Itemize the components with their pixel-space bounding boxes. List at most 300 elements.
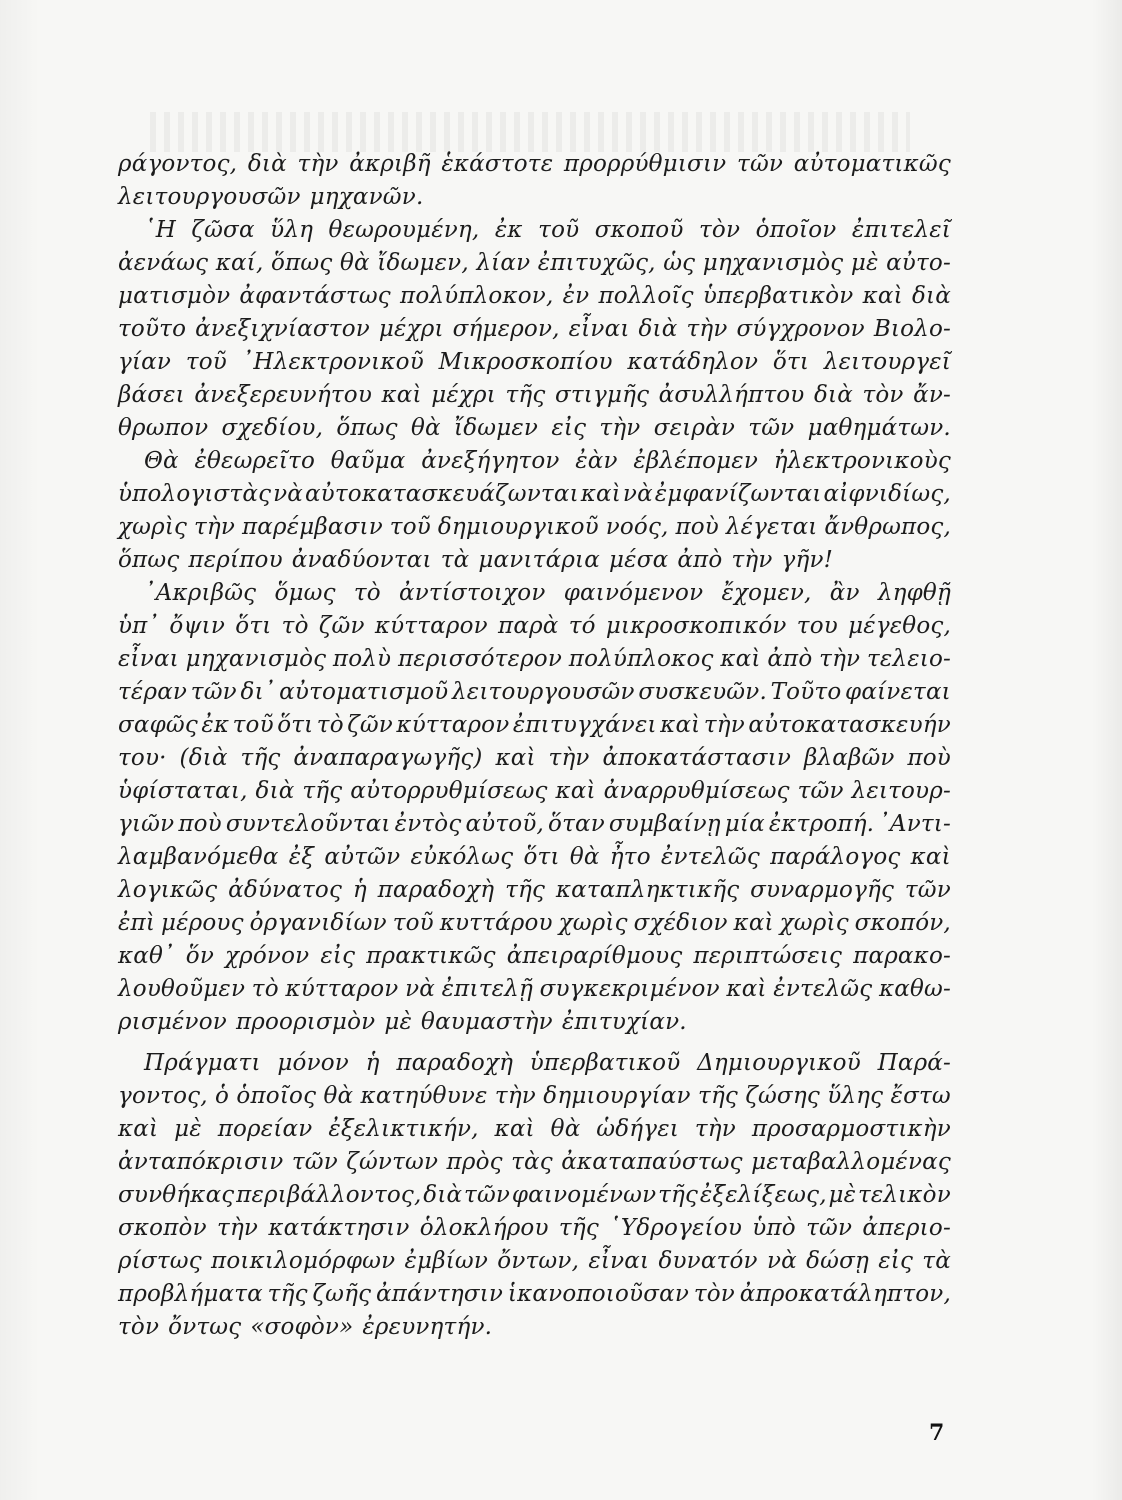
- word: εἰς: [320, 943, 356, 969]
- text-line: [118, 412, 951, 445]
- word: ἀνεξερευνήτου: [194, 382, 373, 408]
- word: ἀνταπόκρισιν: [118, 1149, 284, 1175]
- word: ὑπ᾿: [118, 613, 160, 639]
- word: τῆς: [267, 1281, 308, 1307]
- word: διὰ: [247, 151, 287, 177]
- text-line: [118, 247, 951, 280]
- word: μία: [724, 811, 765, 837]
- word: ῾Υδρογείου: [609, 1215, 743, 1241]
- word: κύτταρον: [374, 613, 488, 639]
- word: ὅτι: [277, 712, 314, 738]
- word: στιγμῆς: [554, 382, 650, 408]
- word: ὑπολογιστὰς: [118, 481, 272, 507]
- text-line: [118, 379, 951, 412]
- word: μὲ: [828, 1182, 857, 1208]
- word: του·: [118, 745, 167, 771]
- word: πορείαν: [217, 1116, 313, 1142]
- word: ὕλης: [827, 1083, 884, 1109]
- word: ὅμως: [274, 580, 336, 606]
- word: ἐξ: [288, 844, 315, 870]
- word: (διὰ: [179, 745, 228, 771]
- word: μανιτάρια: [478, 547, 600, 573]
- word: ὡς: [663, 250, 696, 276]
- word: ὅτι: [523, 844, 560, 870]
- text-line: [118, 1245, 951, 1278]
- word: τό: [568, 613, 596, 639]
- word: Θὰ: [144, 448, 179, 474]
- word: νὰ: [622, 481, 653, 507]
- word: ἄνθρωπος,: [824, 514, 951, 540]
- word: Τοῦτο: [770, 679, 842, 705]
- text-line: [118, 1179, 951, 1212]
- word: μέγεθος,: [848, 613, 951, 639]
- word: τῶν: [291, 1149, 338, 1175]
- word: ἐκ: [201, 712, 230, 738]
- text-line: [118, 610, 951, 643]
- word: τὸν: [693, 1281, 735, 1307]
- word: μηχανισμὸς: [185, 646, 327, 672]
- word: ἀκριβῆ: [349, 151, 431, 177]
- word: ᾿Ηλεκτρονικοῦ: [241, 349, 424, 375]
- word: τὴν: [193, 514, 236, 540]
- word: ᾿Αντι-: [878, 811, 951, 837]
- word: τὴν: [819, 646, 861, 672]
- word: ἐντελῶς: [773, 976, 873, 1002]
- word: ράγοντος,: [118, 151, 238, 177]
- word: τὸ: [353, 580, 381, 606]
- word: του: [796, 613, 838, 639]
- word: τὸν: [698, 217, 741, 243]
- word: καθ᾿: [118, 943, 175, 969]
- word: αὐτοματικῶς: [793, 151, 951, 177]
- word: ποὺ: [907, 745, 951, 771]
- word: προορισμὸν: [235, 1009, 376, 1035]
- word: εἶναι: [118, 646, 179, 672]
- word: τοῦ: [185, 349, 227, 375]
- word: θὰ: [550, 1116, 581, 1142]
- word: τῆς: [505, 382, 546, 408]
- word: ζώσης: [745, 1083, 820, 1109]
- word: ὡδήγει: [596, 1116, 679, 1142]
- text-line: [118, 181, 951, 214]
- word: τοῦτο: [118, 316, 187, 342]
- word: καὶ: [733, 910, 774, 936]
- word: μὲ: [850, 250, 879, 276]
- word: ἐπιτελεῖ: [851, 217, 951, 243]
- word: τῆς: [658, 1182, 699, 1208]
- word: κύτταρον: [285, 976, 399, 1002]
- word: θὰ: [323, 1083, 354, 1109]
- word: φαίνεται: [845, 679, 951, 705]
- word: τὸ: [281, 613, 309, 639]
- text-line: [118, 775, 951, 808]
- word: λέγεται: [725, 514, 818, 540]
- word: μικροσκοπικόν: [605, 613, 787, 639]
- word: περιβάλλοντος,: [236, 1182, 422, 1208]
- word: τὸν: [118, 1314, 160, 1340]
- word: ὑπὸ: [752, 1215, 796, 1241]
- word: παραδοχὴ: [377, 877, 495, 903]
- word: λίαν: [476, 250, 531, 276]
- word: διὰ: [638, 316, 678, 342]
- word: αὐτοῦ,: [465, 811, 545, 837]
- word: καὶ: [495, 745, 536, 771]
- word: πρακτικῶς: [366, 943, 496, 969]
- word: τῶν: [904, 877, 951, 903]
- word: ποικιλομόρφων: [211, 1248, 396, 1274]
- word: ἡ: [352, 877, 367, 903]
- text-line: [118, 313, 951, 346]
- word: ἔχομεν,: [721, 580, 812, 606]
- word: ὅταν: [548, 811, 605, 837]
- word: ἐμφανίζωνται: [654, 481, 822, 507]
- word: ἐπιτυχίαν.: [561, 1009, 687, 1035]
- word: ἑκάστοτε: [441, 151, 554, 177]
- word: ἀπάντησιν: [375, 1281, 504, 1307]
- word: ᾿Ακριβῶς: [144, 580, 257, 606]
- word: χρόνον: [225, 943, 310, 969]
- word: τῶν: [190, 679, 237, 705]
- word: προβλήματα: [118, 1281, 263, 1307]
- word: ἀπειραρίθμους: [506, 943, 683, 969]
- word: ἠλεκτρονικοὺς: [773, 448, 951, 474]
- text-line: [118, 643, 951, 676]
- word: δημιουργικοῦ: [437, 514, 599, 540]
- word: ἐντὸς: [394, 811, 462, 837]
- word: σχέδιον: [633, 910, 728, 936]
- word: ἀενάως: [118, 250, 209, 276]
- word: αὐτο-: [886, 250, 951, 276]
- word: ὅν: [185, 943, 214, 969]
- word: λογικῶς: [118, 877, 218, 903]
- word: παρέμβασιν: [241, 514, 383, 540]
- text-line: [118, 709, 951, 742]
- word: τῆς: [240, 745, 281, 771]
- word: πολλοῖς: [598, 283, 694, 309]
- word: τῆς: [505, 877, 546, 903]
- page-number: 7: [929, 1420, 945, 1446]
- word: γιῶν: [118, 811, 175, 837]
- word: συμβαίνῃ: [608, 811, 721, 837]
- text-line: [118, 1047, 951, 1080]
- word: καὶ: [910, 844, 951, 870]
- word: κυττάρου: [439, 910, 553, 936]
- word: σύγχρονον: [736, 316, 865, 342]
- word: ληφθῇ: [877, 580, 951, 606]
- word: φαινόμενον: [563, 580, 704, 606]
- text-line: [118, 577, 951, 610]
- word: ζῶν: [318, 613, 365, 639]
- word: μηχανισμὸς: [702, 250, 844, 276]
- word: ἐμβίων: [404, 1248, 489, 1274]
- word: θρωπον: [118, 415, 209, 441]
- word: ὅτι: [772, 349, 810, 375]
- text-line: [118, 742, 951, 775]
- word: συσκευῶν.: [638, 679, 767, 705]
- word: τὴν: [599, 415, 641, 441]
- text-line: [118, 1146, 951, 1179]
- word: πολύπλοκον,: [400, 283, 554, 309]
- text-line: [118, 214, 951, 247]
- word: διὰ: [813, 382, 853, 408]
- word: συναρμογῆς: [750, 877, 895, 903]
- word: ὅπως: [118, 547, 180, 573]
- word: αὐτοκατασκευήν: [748, 712, 951, 738]
- word: ζῶν: [347, 712, 393, 738]
- word: ποὺ: [178, 811, 222, 837]
- word: δώσῃ: [806, 1248, 869, 1274]
- word: καὶ: [555, 778, 596, 804]
- word: ἐξελίξεως,: [699, 1182, 827, 1208]
- word: περισσότερον: [397, 646, 563, 672]
- word: προσαρμοστικὴν: [751, 1116, 951, 1142]
- word: συγκεκριμένον: [539, 976, 720, 1002]
- word: κατάκτησιν: [268, 1215, 410, 1241]
- word: ἀντίστοιχον: [399, 580, 546, 606]
- word: δι᾿: [240, 679, 276, 705]
- word: ἴδωμεν: [454, 415, 539, 441]
- word: καθω-: [878, 976, 951, 1002]
- word: τὸ: [251, 976, 279, 1002]
- word: πολὺ: [332, 646, 392, 672]
- text-line: [118, 346, 951, 379]
- text-line: [118, 1080, 951, 1113]
- word: ἐν: [562, 283, 590, 309]
- word: αὐτοματισμοῦ: [279, 679, 449, 705]
- word: ἀπὸ: [767, 646, 813, 672]
- word: Δημιουργικοῦ: [697, 1050, 861, 1076]
- show-through-text: [150, 112, 910, 152]
- word: προρρύθμισιν: [563, 151, 727, 177]
- word: ἡ: [365, 1050, 380, 1076]
- word: τοῦ: [389, 514, 431, 540]
- word: ἦτο: [609, 844, 651, 870]
- text-line: [118, 544, 951, 577]
- word: ἀδύνατος: [228, 877, 343, 903]
- word: θὰ: [569, 844, 600, 870]
- text-line: [118, 841, 951, 874]
- word: τῶν: [806, 1215, 853, 1241]
- word: ἀποκατάστασιν: [602, 745, 792, 771]
- word: αὐτοκατασκευάζωνται: [304, 481, 579, 507]
- word: μηχανῶν.: [309, 184, 424, 210]
- word: εἰς: [878, 1248, 914, 1274]
- word: «σοφὸν»: [250, 1314, 354, 1340]
- word: ὁλοκλήρου: [419, 1215, 549, 1241]
- word: καὶ: [726, 976, 767, 1002]
- word: παραδοχὴ: [396, 1050, 514, 1076]
- word: ἄν-: [913, 382, 951, 408]
- text-line: [118, 808, 951, 841]
- word: τὴν: [703, 712, 745, 738]
- word: θαυμαστὴν: [421, 1009, 553, 1035]
- word: τὴν: [731, 547, 773, 573]
- word: γῆν!: [781, 547, 834, 573]
- word: ἐπιτυχῶς,: [537, 250, 656, 276]
- word: κύτταρον: [396, 712, 510, 738]
- word: κατάδηλον: [627, 349, 759, 375]
- word: τῆς: [302, 778, 343, 804]
- word: λειτουργεῖ: [823, 349, 951, 375]
- word: Πράγματι: [144, 1050, 261, 1076]
- word: ὑφίσταται,: [118, 778, 248, 804]
- word: τέραν: [118, 679, 188, 705]
- word: μέχρι: [431, 382, 496, 408]
- word: ἐξελικτικήν,: [328, 1116, 479, 1142]
- word: μόνον: [277, 1050, 349, 1076]
- word: νὰ: [766, 1248, 797, 1274]
- word: λουθοῦμεν: [118, 976, 246, 1002]
- word: ὁ: [215, 1083, 230, 1109]
- word: καὶ: [494, 1116, 535, 1142]
- word: διὰ: [911, 283, 951, 309]
- word: εἰς: [551, 415, 587, 441]
- word: ρισμένον: [118, 1009, 227, 1035]
- word: καὶ: [118, 1116, 159, 1142]
- text-line: [118, 1113, 951, 1146]
- word: χωρὶς: [779, 910, 849, 936]
- word: μὲ: [384, 1009, 413, 1035]
- word: τελικὸν: [857, 1182, 951, 1208]
- word: περίπου: [188, 547, 283, 573]
- word: παράλογος: [770, 844, 901, 870]
- word: παρὰ: [498, 613, 559, 639]
- word: μὲ: [174, 1116, 202, 1142]
- word: ἐρευνητήν.: [362, 1314, 493, 1340]
- word: ἀνεξήγητον: [421, 448, 560, 474]
- word: νοός,: [605, 514, 669, 540]
- word: ἐπιτυγχάνει: [512, 712, 657, 738]
- text-line: [118, 1278, 951, 1311]
- word: τὴν: [548, 745, 590, 771]
- word: ἐὰν: [575, 448, 618, 474]
- word: χωρὶς: [558, 910, 628, 936]
- word: ἐβλέπομεν: [633, 448, 759, 474]
- word: σκοποῦ: [594, 217, 684, 243]
- word: κατηύθυνε: [360, 1083, 488, 1109]
- word: λειτουρ-: [851, 778, 951, 804]
- word: σκοπόν,: [854, 910, 951, 936]
- word: αὐτορρυθμίσεως: [350, 778, 548, 804]
- word: τῶν: [464, 1182, 511, 1208]
- word: τὴν: [217, 1215, 259, 1241]
- word: πολύπλοκος: [568, 646, 714, 672]
- word: τοῦ: [538, 217, 580, 243]
- word: δημιουργίαν: [543, 1083, 691, 1109]
- word: τὰς: [511, 1149, 553, 1175]
- word: ἐκτροπή.: [768, 811, 875, 837]
- word: ἀπροκατάληπτον,: [739, 1281, 951, 1307]
- word: ἀσυλλήπτου: [658, 382, 805, 408]
- word: τῶν: [797, 778, 844, 804]
- word: σχεδίου,: [221, 415, 324, 441]
- word: ἐθεωρεῖτο: [194, 448, 316, 474]
- word: ποὺ: [675, 514, 719, 540]
- word: ἀπὸ: [677, 547, 723, 573]
- word: παρακο-: [853, 943, 951, 969]
- word: ὅτι: [235, 613, 272, 639]
- text-line: [118, 445, 951, 478]
- text-line: [118, 940, 951, 973]
- text-line: [118, 1311, 951, 1344]
- word: λαμβανόμεθα: [118, 844, 279, 870]
- word: τὴν: [686, 316, 728, 342]
- word: ὄψιν: [169, 613, 226, 639]
- word: λειτουργουσῶν: [118, 184, 301, 210]
- word: ἀναπαραγωγῆς): [293, 745, 483, 771]
- word: γίαν: [118, 349, 172, 375]
- word: ἐπὶ: [118, 910, 156, 936]
- word: ὁποῖος: [236, 1083, 317, 1109]
- word: ῾Η: [144, 217, 176, 243]
- word: ὅπως: [271, 250, 333, 276]
- word: τῶν: [737, 151, 784, 177]
- word: ἀφαντάστως: [239, 283, 391, 309]
- word: τὸ: [316, 712, 344, 738]
- word: διὰ: [255, 778, 295, 804]
- word: τῶν: [748, 415, 795, 441]
- word: βλαβῶν: [803, 745, 895, 771]
- body-text: [118, 148, 951, 1344]
- word: τὴν: [494, 1083, 536, 1109]
- text-line: [118, 1006, 951, 1039]
- word: μέσα: [609, 547, 669, 573]
- word: σαφῶς: [118, 712, 198, 738]
- word: τῆς: [558, 1215, 599, 1241]
- word: καί,: [215, 250, 264, 276]
- word: καὶ: [720, 646, 761, 672]
- word: τελειο-: [866, 646, 951, 672]
- word: φαινομένων: [511, 1182, 657, 1208]
- word: ἴδωμεν,: [377, 250, 469, 276]
- word: ρίστως: [118, 1248, 202, 1274]
- word: τὸν: [862, 382, 904, 408]
- word: σειρὰν: [653, 415, 736, 441]
- word: τὴν: [694, 1116, 736, 1142]
- word: ὑπερβατικοῦ: [529, 1050, 681, 1076]
- word: καὶ: [862, 283, 903, 309]
- word: ἀπεριο-: [862, 1215, 951, 1241]
- word: δυνατόν: [658, 1248, 758, 1274]
- word: ζῶσα: [191, 217, 255, 243]
- word: ἀκαταπαύστως: [561, 1149, 743, 1175]
- word: θεωρουμένη,: [328, 217, 480, 243]
- word: θὰ: [410, 415, 441, 441]
- text-line: [118, 907, 951, 940]
- word: ὁποῖον: [755, 217, 837, 243]
- word: ἱκανοποιοῦσαν: [507, 1281, 690, 1307]
- word: γοντος,: [118, 1083, 208, 1109]
- word: ἔστω: [890, 1083, 951, 1109]
- text-line: [118, 1212, 951, 1245]
- word: ἐντελῶς: [660, 844, 760, 870]
- word: τὰ: [922, 1248, 951, 1274]
- word: καὶ: [381, 382, 422, 408]
- word: θὰ: [339, 250, 370, 276]
- word: ζώντων: [346, 1149, 439, 1175]
- word: πρὸς: [446, 1149, 503, 1175]
- word: ὄντων,: [497, 1248, 580, 1274]
- word: Μικροσκοπίου: [438, 349, 613, 375]
- word: ζωῆς: [312, 1281, 372, 1307]
- word: περιπτώσεις: [693, 943, 843, 969]
- word: ὀργανιδίων: [249, 910, 387, 936]
- word: σκοπὸν: [118, 1215, 207, 1241]
- word: συντελοῦνται: [225, 811, 391, 837]
- text-line: [118, 280, 951, 313]
- text-line: [118, 478, 951, 511]
- word: εὐκόλως: [410, 844, 514, 870]
